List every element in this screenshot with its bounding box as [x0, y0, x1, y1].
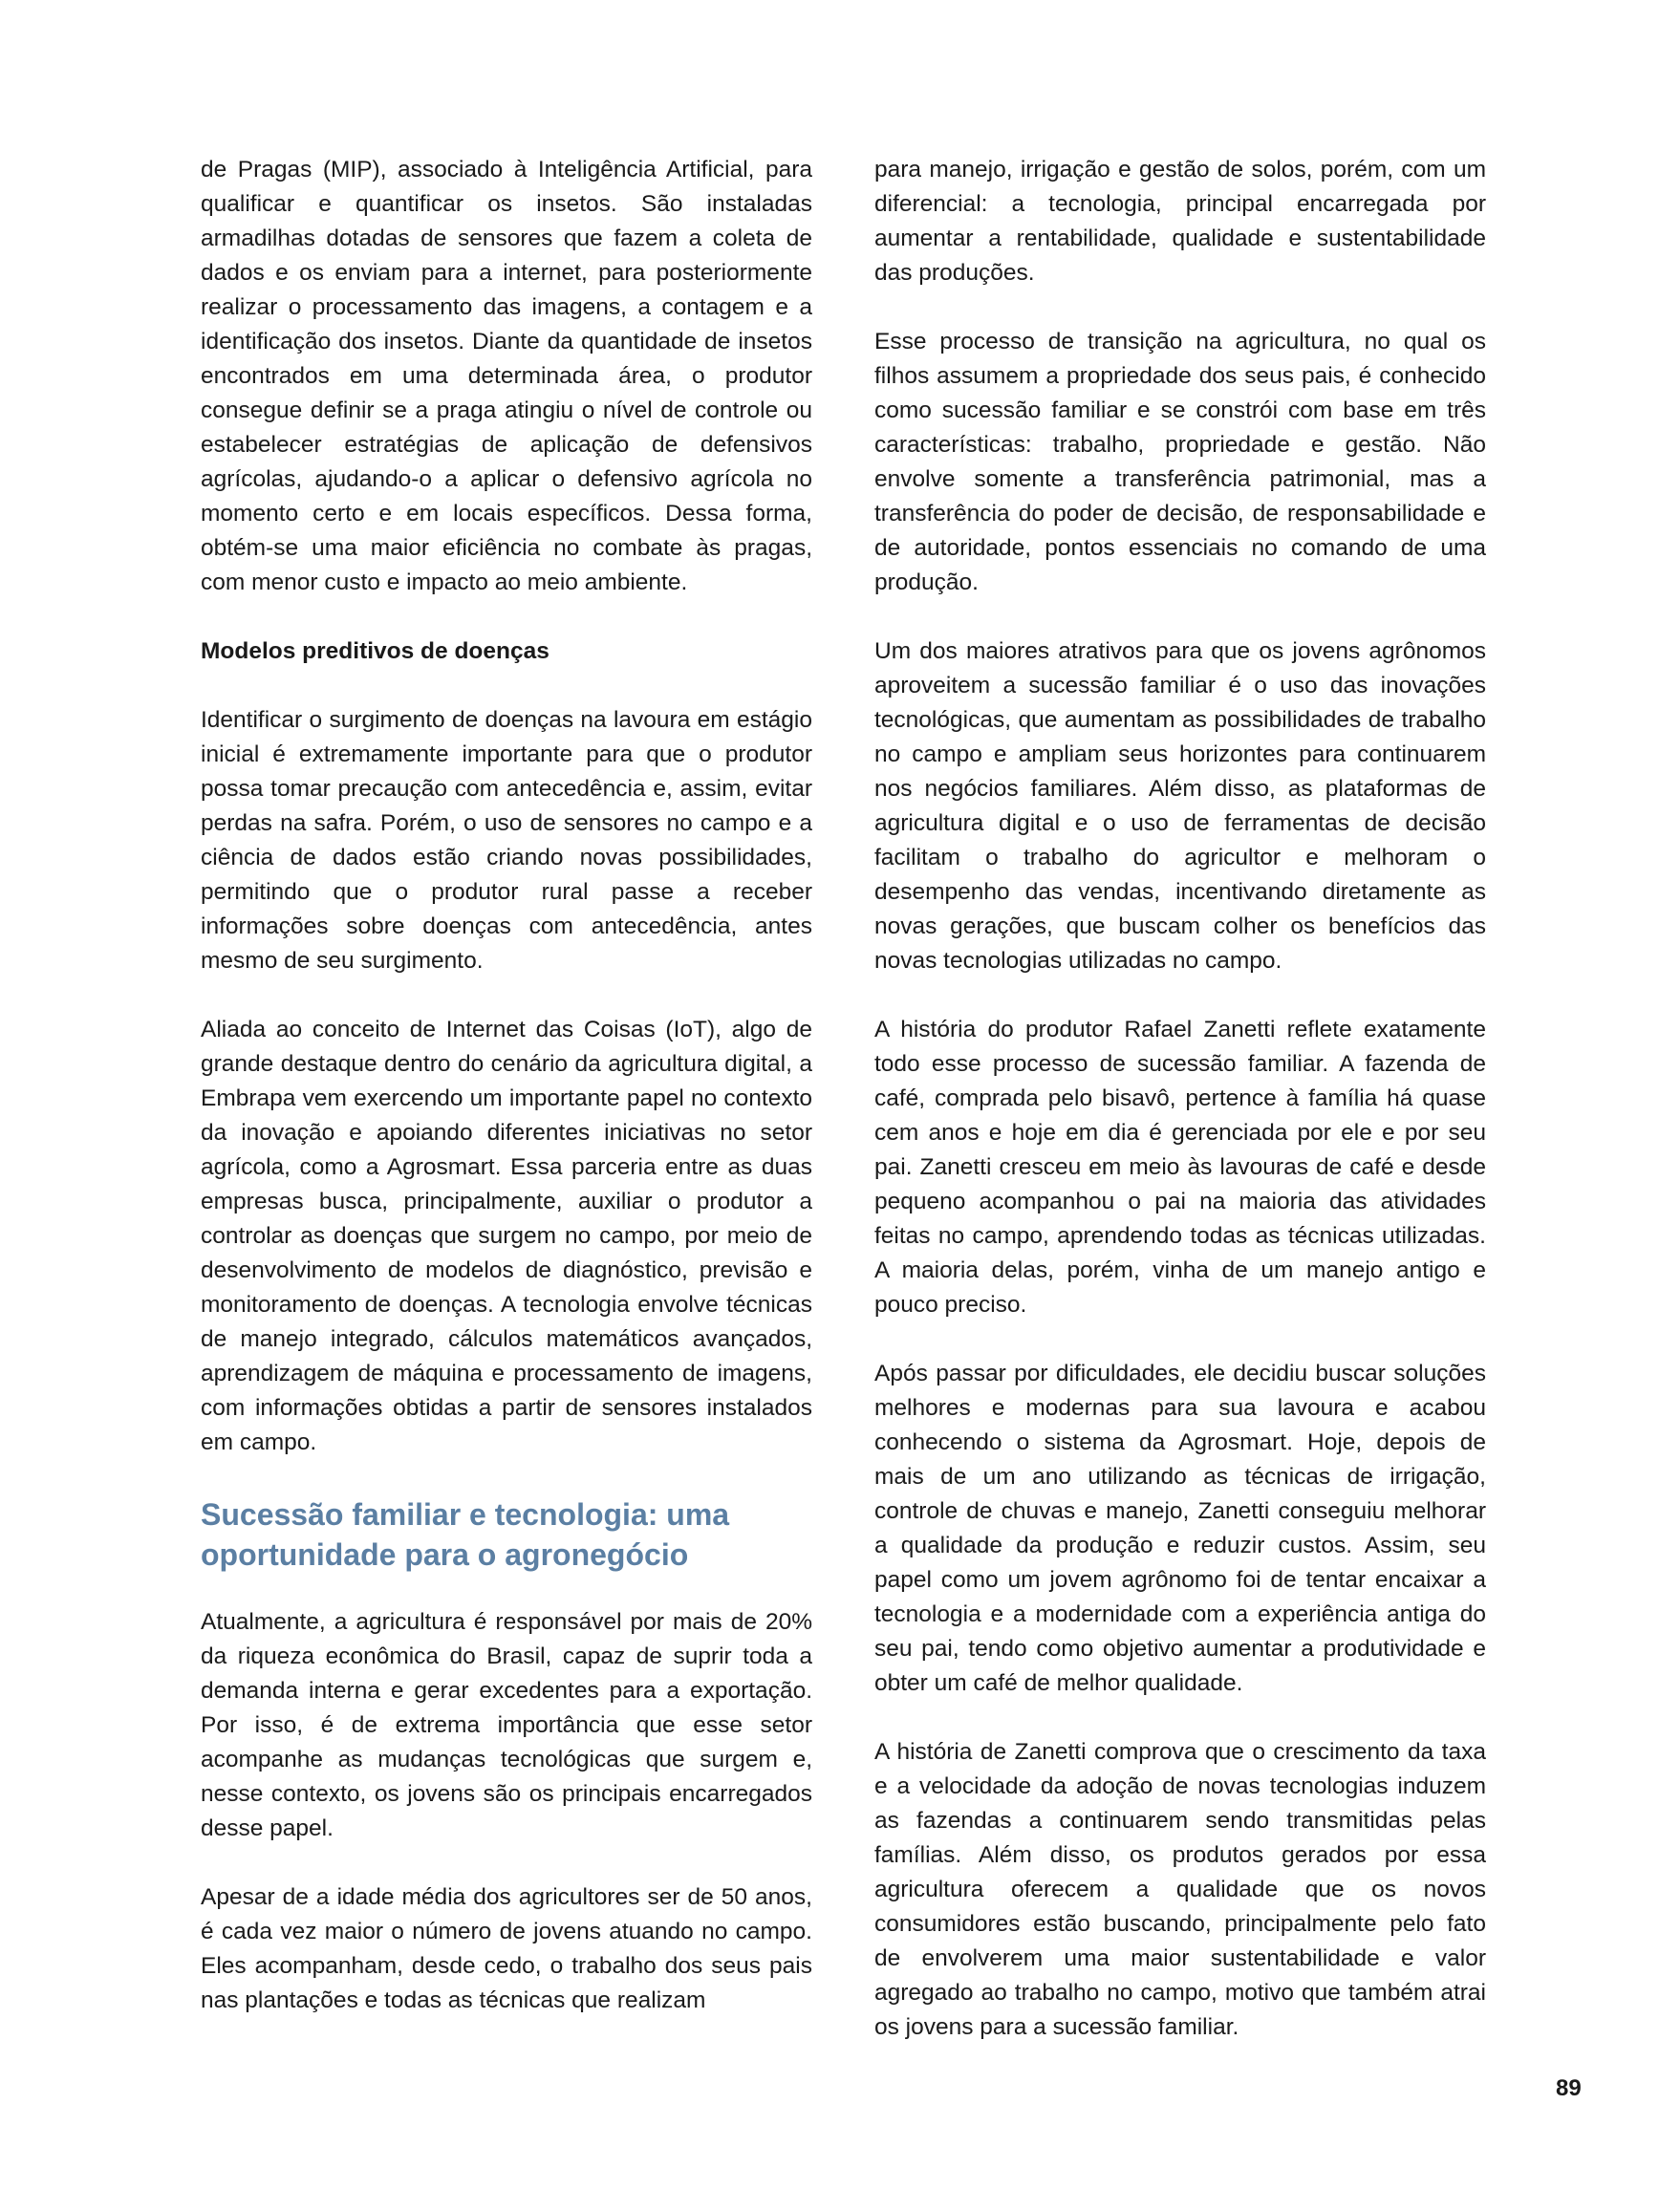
left-column [201, 153, 812, 2052]
paragraph: A história de Zanetti comprova que o crescimento da taxa e a velocidade da adoção de novas tecnologias induzem as fazendas a continuarem sendo transmitidas pelas famílias. Além disso, os produtos gerados por essa agricultura oferecem a qualidade que os novos consumidores estão buscando, principalmente pelo fato de envolverem uma maior sustentabilidade e valor agregado ao trabalho no campo, motivo que também atrai os jovens para a sucessão familiar. [874, 1739, 1486, 2040]
paragraph: Atualmente, a agricultura é responsável por mais de 20% da riqueza econômica do Brasil, capaz de suprir toda a demanda interna e gerar excedentes para a exportação. Por isso, é de extrema importância que esse setor acompanhe as mudanças tecnológicas que surgem e, nesse contexto, os jovens são os principais encarregados desse papel. [201, 1609, 812, 1841]
paragraph: para manejo, irrigação e gestão de solos, porém, com um diferencial: a tecnologia, principal encarregada por aumentar a rentabilidade, qualidade e sustentabilidade das produções. [874, 157, 1486, 286]
paragraph: Após passar por dificuldades, ele decidiu buscar soluções melhores e modernas para sua lavoura e acabou conhecendo o sistema da Agrosmart. Hoje, depois de mais de um ano utilizando as técnicas de irrigação, controle de chuvas e manejo, Zanetti conseguiu melhorar a qualidade da produção e reduzir custos. Assim, seu papel como um jovem agrônomo foi de tentar encaixar a tecnologia e a modernidade com a experiência antiga do seu pai, tendo como objetivo aumentar a produtividade e obter um café de melhor qualidade. [874, 1361, 1486, 1696]
paragraph: A história do produtor Rafael Zanetti reflete exatamente todo esse processo de sucessão familiar. A fazenda de café, comprada pelo bisavô, pertence à família há quase cem anos e hoje em dia é gerenciada por ele e por seu pai. Zanetti cresceu em meio às lavouras de café e desde pequeno acompanhou o pai na maioria das atividades feitas no campo, aprendendo todas as técnicas utilizadas. A maioria delas, porém, vinha de um manejo antigo e pouco preciso. [874, 1017, 1486, 1318]
paragraph: Um dos maiores atrativos para que os jovens agrônomos aproveitem a sucessão familiar é o uso das inovações tecnológicas, que aumentam as possibilidades de trabalho no campo e ampliam seus horizontes para continuarem nos negócios familiares. Além disso, as plataformas de agricultura digital e o uso de ferramentas de decisão facilitam o trabalho do agricultor e melhoram o desempenho das vendas, incentivando diretamente as novas gerações, que buscam colher os benefícios das novas tecnologias utilizadas no campo. [874, 638, 1486, 974]
right-column [874, 153, 1486, 2079]
page-number: 89 [1556, 2075, 1582, 2101]
section-heading: Sucessão familiar e tecnologia: uma oportunidade para o agronegócio [201, 1497, 730, 1572]
paragraph: Identificar o surgimento de doenças na lavoura em estágio inicial é extremamente importante para que o produtor possa tomar precaução com antecedência e, assim, evitar perdas na safra. Porém, o uso de sensores no campo e a ciência de dados estão criando novas possibilidades, permitindo que o produtor rural passe a receber informações sobre doenças com antecedência, antes mesmo de seu surgimento. [201, 707, 812, 974]
paragraph: Esse processo de transição na agricultura, no qual os filhos assumem a propriedade dos seus pais, é conhecido como sucessão familiar e se constrói com base em três características: trabalho, propriedade e gestão. Não envolve somente a transferência patrimonial, mas a transferência do poder de decisão, de responsabilidade e de autoridade, pontos essenciais no comando de uma produção. [874, 329, 1486, 595]
subheading: Modelos preditivos de doenças [201, 638, 549, 664]
paragraph: Aliada ao conceito de Internet das Coisas (IoT), algo de grande destaque dentro do cenário da agricultura digital, a Embrapa vem exercendo um importante papel no contexto da inovação e apoiando diferentes iniciativas no setor agrícola, como a Agrosmart. Essa parceria entre as duas empresas busca, principalmente, auxiliar o produtor a controlar as doenças que surgem no campo, por meio de desenvolvimento de modelos de diagnóstico, previsão e monitoramento de doenças. A tecnologia envolve técnicas de manejo integrado, cálculos matemáticos avançados, aprendizagem de máquina e processamento de imagens, com informações obtidas a partir de sensores instalados em campo. [201, 1017, 812, 1455]
paragraph: de Pragas (MIP), associado à Inteligência Artificial, para qualificar e quantificar os insetos. São instaladas armadilhas dotadas de sensores que fazem a coleta de dados e os enviam para a internet, para posteriormente realizar o processamento das imagens, a contagem e a identificação dos insetos. Diante da quantidade de insetos encontrados em uma determinada área, o produtor consegue definir se a praga atingiu o nível de controle ou estabelecer estratégias de aplicação de defensivos agrícolas, ajudando-o a aplicar o defensivo agrícola no momento certo e em locais específicos. Dessa forma, obtém-se uma maior eficiência no combate às pragas, com menor custo e impacto ao meio ambiente. [201, 157, 812, 595]
paragraph: Apesar de a idade média dos agricultores ser de 50 anos, é cada vez maior o número de jovens atuando no campo. Eles acompanham, desde cedo, o trabalho dos seus pais nas plantações e todas as técnicas que realizam [201, 1884, 812, 2013]
